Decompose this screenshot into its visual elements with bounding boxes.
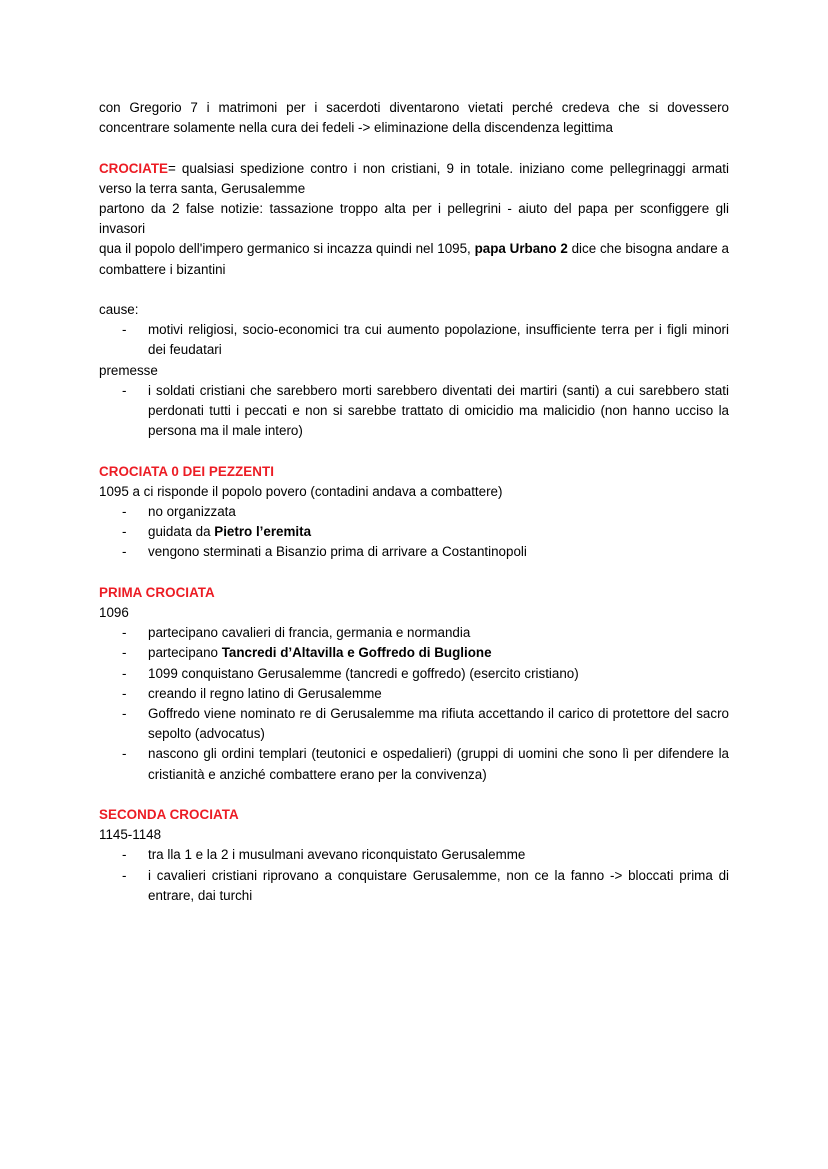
crociate-definition-text: = qualsiasi spedizione contro i non cristiani, 9 in totale. iniziano come pellegrinaggi armati verso la terra santa, Gerusalemme [99, 160, 729, 196]
list-item-text: motivi religiosi, socio-economici tra cui aumento popolazione, insufficiente terra per i figli minori dei feudatari [148, 322, 729, 358]
list-item-text: 1099 conquistano Gerusalemme (tancredi e goffredo) (esercito cristiano) [148, 665, 579, 681]
bullet-dash-icon: - [122, 524, 127, 540]
urbano-bold-text: papa Urbano 2 [474, 241, 568, 257]
list-item-text: i cavalieri cristiani riprovano a conquistare Gerusalemme, non ce la fanno -> bloccati prima di entrare, dai turchi [148, 867, 729, 903]
list-item-bold-text: Tancredi d’Altavilla e Goffredo di Buglione [221, 645, 492, 661]
heading-prima-crociata: PRIMA CROCIATA [99, 584, 215, 600]
list-item-text: partecipano [148, 645, 222, 661]
list-item-text: tra lla 1 e la 2 i musulmani avevano riconquistato Gerusalemme [148, 847, 526, 863]
spacer [99, 563, 729, 583]
heading-crociata-zero: CROCIATA 0 DEI PEZZENTI [99, 463, 274, 479]
premesse-list [99, 381, 729, 442]
bullet-dash-icon: - [122, 706, 127, 722]
list-item [99, 320, 729, 360]
bullet-dash-icon: - [122, 504, 127, 520]
list-item-bold-text: Pietro l’eremita [214, 524, 312, 540]
crociate-definition-paragraph [99, 159, 729, 199]
spacer [99, 441, 729, 461]
seconda-crociata-list [99, 845, 729, 906]
bullet-dash-icon: - [122, 665, 127, 681]
subtitle-seconda-crociata: 1145-1148 [99, 827, 162, 843]
list-item-text: nascono gli ordini templari (teutonici e ospedalieri) (gruppi di uomini che sono lì per difendere la cristianità e anziché combattere erano per la convivenza) [148, 746, 729, 782]
list-item-text: i soldati cristiani che sarebbero morti sarebbero diventati dei martiri (santi) a cui sarebbero stati perdonati tutti i peccati e non si sarebbe trattato di omicidio ma malicidio (non hanno ucciso la persona ma il male intero) [148, 382, 729, 439]
list-item [99, 664, 729, 684]
cause-list [99, 320, 729, 360]
bullet-dash-icon: - [122, 847, 127, 863]
prima-crociata-list [99, 623, 729, 785]
list-item-text: partecipano cavalieri di francia, germania e normandia [148, 625, 471, 641]
subtitle-prima-crociata: 1096 [99, 605, 129, 621]
urbano-paragraph [99, 239, 729, 279]
list-item [99, 522, 729, 542]
bullet-dash-icon: - [122, 625, 127, 641]
bullet-dash-icon: - [122, 685, 127, 701]
list-item [99, 744, 729, 784]
spacer [99, 138, 729, 158]
intro-paragraph: con Gregorio 7 i matrimoni per i sacerdoti diventarono vietati perché credeva che si dovessero concentrare solamente nella cura dei fedeli -> eliminazione della discendenza legittima [99, 100, 729, 136]
bullet-dash-icon: - [122, 322, 127, 338]
bullet-dash-icon: - [122, 544, 127, 560]
bullet-dash-icon: - [122, 382, 127, 398]
crociata-zero-list [99, 502, 729, 563]
list-item [99, 643, 729, 663]
heading-seconda-crociata: SECONDA CROCIATA [99, 807, 239, 823]
urbano-post-text: dice che bisogna andare a combattere i bizantini [99, 241, 730, 277]
bullet-dash-icon: - [122, 746, 127, 762]
list-item-text: creando il regno latino di Gerusalemme [148, 685, 382, 701]
list-item [99, 381, 729, 442]
list-item-text: no organizzata [148, 504, 236, 520]
document-body [99, 98, 729, 906]
spacer [99, 785, 729, 805]
bullet-dash-icon: - [122, 645, 127, 661]
bullet-dash-icon: - [122, 867, 127, 883]
premesse-label: premesse [99, 362, 158, 378]
list-item-text: Goffredo viene nominato re di Gerusalemme ma rifiuta accettando il carico di protettore del sacro sepolto (advocatus) [148, 706, 729, 742]
crociate-label: CROCIATE [99, 160, 168, 176]
spacer [99, 280, 729, 300]
list-item [99, 623, 729, 643]
urbano-pre-text: qua il popolo dell'impero germanico si incazza quindi nel 1095, [99, 241, 475, 257]
list-item [99, 845, 729, 865]
false-notizie-paragraph: partono da 2 false notizie: tassazione troppo alta per i pellegrini - aiuto del papa per sconfiggere gli invasori [99, 201, 729, 237]
list-item [99, 542, 729, 562]
list-item-text: guidata da [148, 524, 215, 540]
list-item-text: vengono sterminati a Bisanzio prima di arrivare a Costantinopoli [148, 544, 527, 560]
cause-label: cause: [99, 302, 139, 317]
list-item [99, 704, 729, 744]
subtitle-crociata-zero: 1095 a ci risponde il popolo povero (contadini andava a combattere) [99, 483, 503, 499]
list-item [99, 502, 729, 522]
list-item [99, 684, 729, 704]
list-item [99, 866, 729, 906]
